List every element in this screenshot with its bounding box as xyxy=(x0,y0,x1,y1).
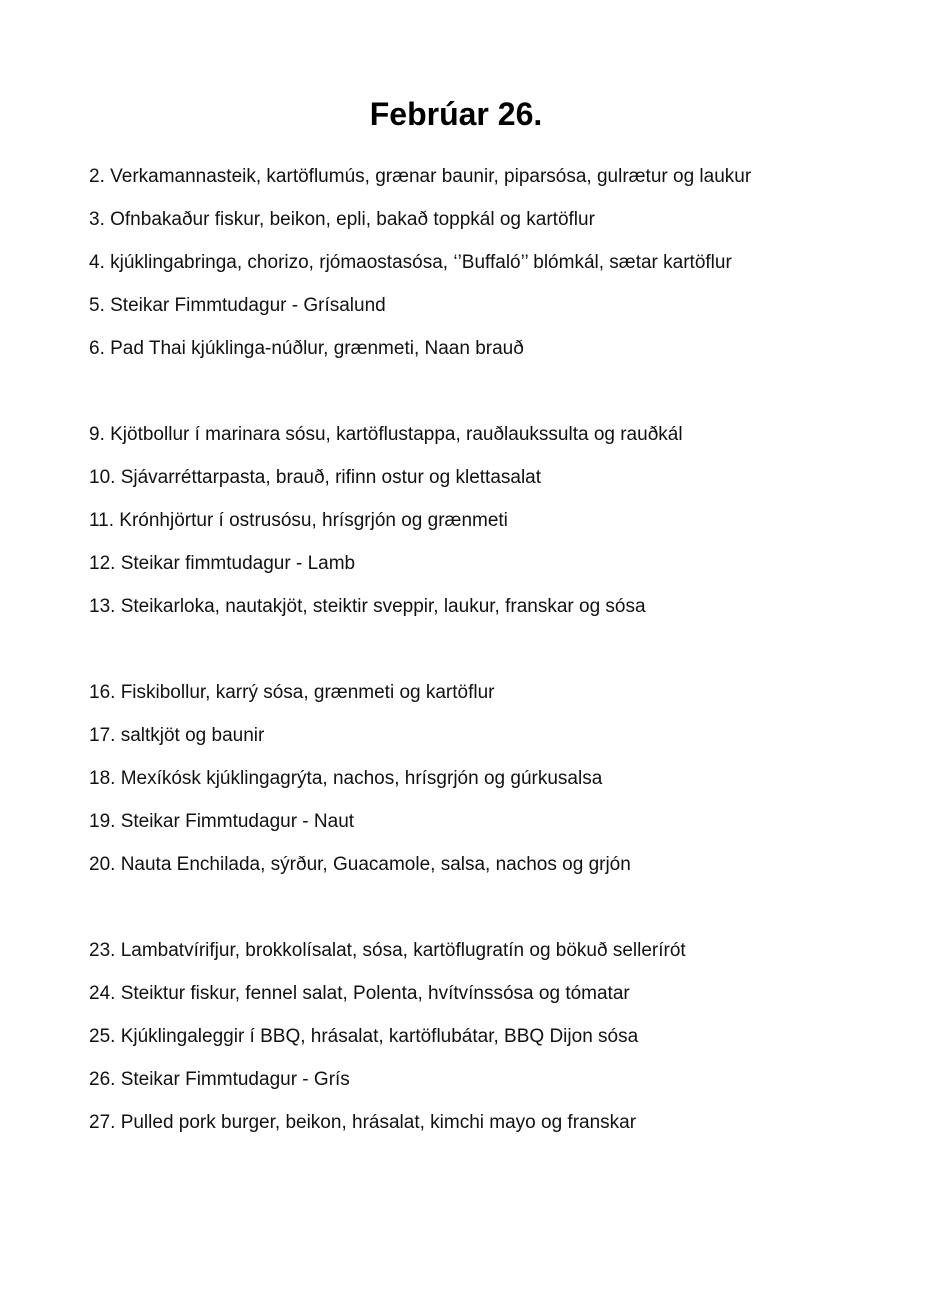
menu-item-feb-2: 2. Verkamannasteik, kartöflumús, grænar baunir, piparsósa, gulrætur og laukur xyxy=(89,166,752,187)
week-3 xyxy=(89,671,889,886)
week-1 xyxy=(89,155,889,370)
menu-item-feb-24: 24. Steiktur fiskur, fennel salat, Polenta, hvítvínssósa og tómatar xyxy=(89,983,630,1004)
menu-item-feb-11: 11. Krónhjörtur í ostrusósu, hrísgrjón og grænmeti xyxy=(89,510,508,531)
menu-weeks xyxy=(89,155,889,1187)
menu-item-feb-9: 9. Kjötbollur í marinara sósu, kartöflustappa, rauðlaukssulta og rauðkál xyxy=(89,424,683,445)
menu-item-feb-26: 26. Steikar Fimmtudagur - Grís xyxy=(89,1069,350,1090)
week-2 xyxy=(89,413,889,628)
menu-item-feb-27: 27. Pulled pork burger, beikon, hrásalat, kimchi mayo og franskar xyxy=(89,1112,637,1133)
menu-item-feb-13: 13. Steikarloka, nautakjöt, steiktir sveppir, laukur, franskar og sósa xyxy=(89,596,646,617)
menu-item-feb-12: 12. Steikar fimmtudagur - Lamb xyxy=(89,553,356,574)
menu-item-feb-23: 23. Lambatvírifjur, brokkolísalat, sósa, kartöflugratín og bökuð sellerírót xyxy=(89,940,686,961)
menu-item-feb-6: 6. Pad Thai kjúklinga-núðlur, grænmeti, Naan brauð xyxy=(89,338,524,359)
week-4 xyxy=(89,929,889,1144)
menu-item-feb-25: 25. Kjúklingaleggir í BBQ, hrásalat, kartöflubátar, BBQ Dijon sósa xyxy=(89,1026,639,1047)
menu-item-feb-10: 10. Sjávarréttarpasta, brauð, rifinn ostur og klettasalat xyxy=(89,467,542,488)
menu-item-feb-4: 4. kjúklingabringa, chorizo, rjómaostasósa, ‘’Buffaló’’ blómkál, sætar kartöflur xyxy=(89,252,732,273)
page-title: Febrúar 26. xyxy=(369,96,543,132)
menu-item-feb-5: 5. Steikar Fimmtudagur - Grísalund xyxy=(89,295,386,316)
menu-item-feb-19: 19. Steikar Fimmtudagur - Naut xyxy=(89,811,355,832)
menu-item-feb-16: 16. Fiskibollur, karrý sósa, grænmeti og kartöflur xyxy=(89,682,495,703)
menu-item-feb-20: 20. Nauta Enchilada, sýrður, Guacamole, salsa, nachos og grjón xyxy=(89,854,631,875)
menu-item-feb-17: 17. saltkjöt og baunir xyxy=(89,725,265,746)
menu-item-feb-18: 18. Mexíkósk kjúklingagrýta, nachos, hrísgrjón og gúrkusalsa xyxy=(89,768,603,789)
menu-item-feb-3: 3. Ofnbakaður fiskur, beikon, epli, bakað toppkál og kartöflur xyxy=(89,209,595,230)
